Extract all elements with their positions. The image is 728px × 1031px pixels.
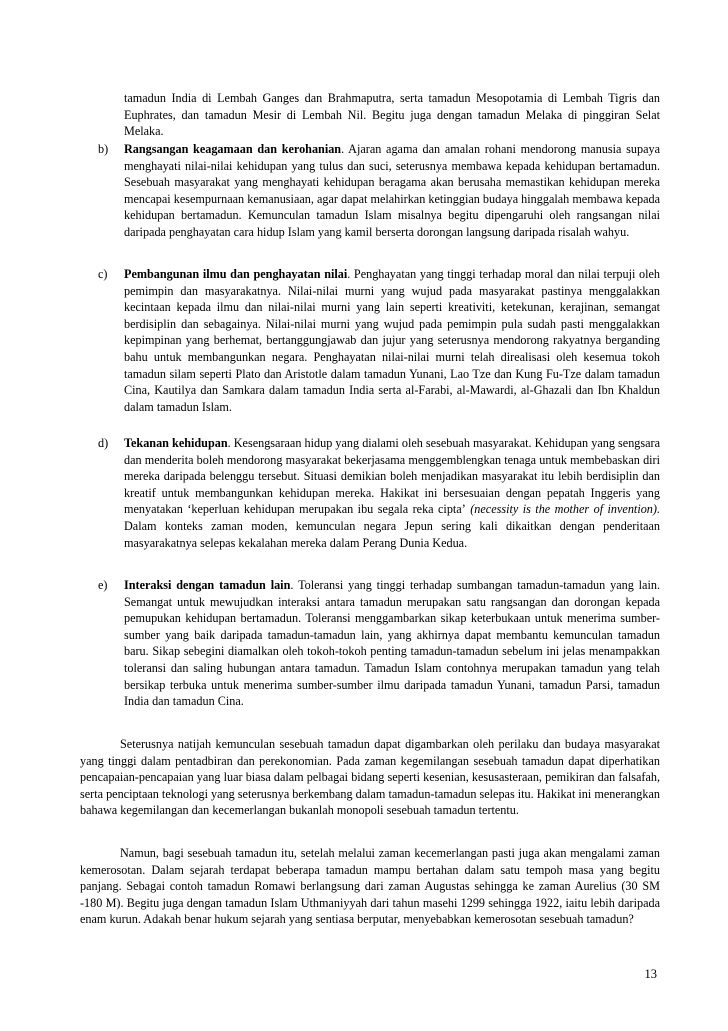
list-marker: e)	[98, 578, 108, 592]
list-item-e	[98, 577, 660, 710]
item-text: . Ajaran agama dan amalan rohani mendorong manusia supaya menghayati nilai-nilai kehidupan yang tulus dan suci, seterusnya membawa kepada kehidupan bertamadun. Sesebuah masyarakat yang menghayati kehidupan beragama akan berusaha memastikan kehidupan mereka mencapai kesempurnaan kemanusiaan, agar dapat melahirkan ketinggian budaya hinggalah membawa kepada kehidupan bertamadun. Kemunculan tamadun Islam misalnya begitu dipengaruhi oleh rangsangan nilai daripada penghayatan cara hidup Islam yang kamil berserta dorongan langsung daripada risalah wahyu.	[124, 142, 660, 239]
list-item-d	[98, 435, 661, 551]
item-italic-quote: (necessity is the mother of invention).	[465, 502, 661, 517]
item-text-continued: Dalam konteks zaman moden, kemunculan negara Jepun sering kali dikaitkan dengan penderitaan masyarakatnya selepas kekalahan mereka dalam Perang Dunia Kedua.	[124, 518, 660, 550]
item-heading: Rangsangan keagamaan dan kerohanian	[124, 142, 342, 156]
list-marker: b)	[98, 142, 109, 156]
item-text: . Penghayatan yang tinggi terhadap moral dan nilai terpuji oleh pemimpin dan masyarakatnya. Nilai-nilai murni yang wujud pada masyarakat pastinya menggalakkan kecintaan kepada ilmu dan nilai-nilai murni yang lain seperti kreativiti, ketekunan, kerajinan, semangat berdisiplin dan sebagainya. Nilai-nilai murni yang wujud pada pemimpin pula sudah pasti menggalakkan kepimpinan yang berhemat, bertanggungjawab dan jujur yang seterusnya mendorong rakyatnya berganding bahu untuk membangunkan negara. Penghayatan nilai-nilai murni telah direalisasi oleh kesemua tokoh tamadun silam seperti Plato dan Aristotle dalam tamadun Yunani, Lao Tze dan Kung Fu-Tze dalam tamadun Cina, Kautilya dan Samkara dalam tamadun India serta al-Farabi, al-Mawardi, al-Ghazali dan Ibn Khaldun dalam tamadun Islam.	[124, 267, 660, 414]
item-heading: Pembangunan ilmu dan penghayatan nilai	[124, 267, 348, 281]
list-item-c	[98, 266, 660, 415]
item-text: . Kesengsaraan hidup yang dialami oleh sesebuah masyarakat. Kehidupan yang sengsara dan menderita boleh mendorong masyarakat bekerjasama menggemblengkan tenaga untuk membebaskan diri mereka daripada belenggu tersebut. Situasi demikian boleh menjadikan masyarakat itu lebih berdisiplin dan kreatif untuk membangunkan kehidupan mereka. Hakikat ini bersesuaian dengan pepatah Inggeris yang menyatakan ‘keperluan kehidupan merupakan ibu segala reka cipta’	[124, 436, 660, 517]
list-marker: c)	[98, 267, 108, 281]
item-heading: Tekanan kehidupan	[124, 436, 228, 450]
item-text: . Toleransi yang tinggi terhadap sumbangan tamadun-tamadun yang lain. Semangat untuk mewujudkan interaksi antara tamadun merupakan satu rangsangan dan dorongan kepada pemupukan kehidupan bertamadun. Toleransi menggambarkan sikap keterbukaan untuk menerima sumber-sumber yang baik daripada tamadun-tamadun lain, yang akhirnya dapat membantu kemunculan tamadun baru. Sikap sebegini diamalkan oleh tokoh-tokoh penting tamadun-tamadun sebelum ini jelas menampakkan toleransi dan saling hubungan antara tamadun. Tamadun Islam contohnya merupakan tamadun yang telah bersikap terbuka untuk menerima sumber-sumber ilmu daripada tamadun Yunani, tamadun Parsi, tamadun India dan tamadun Cina.	[124, 578, 660, 709]
page-number: 13	[644, 967, 657, 981]
continuation-text: tamadun India di Lembah Ganges dan Brahmaputra, serta tamadun Mesopotamia di Lembah Tigris dan Euphrates, dan tamadun Mesir di Lembah Nil. Begitu juga dengan tamadun Melaka di pinggiran Selat Melaka.	[124, 91, 660, 139]
body-paragraph-1: Seterusnya natijah kemunculan sesebuah tamadun dapat digambarkan oleh perilaku dan budaya masyarakat yang tinggi dalam pentadbiran dan perekonomian. Pada zaman kegemilangan sesebuah tamadun dapat diperhatikan pencapaian-pencapaian yang luar biasa dalam pelbagai bidang seperti kesenian, kesusasteraan, pemikiran dan falsafah, serta penciptaan teknologi yang seterusnya berkembang dalam tamadun-tamadun selepas itu. Hakikat ini menerangkan bahawa kegemilangan dan kecemerlangan bukanlah monopoli sesebuah tamadun tertentu.	[80, 737, 660, 818]
body-paragraph-2: Namun, bagi sesebuah tamadun itu, setelah melalui zaman kecemerlangan pasti juga akan mengalami zaman kemerosotan. Dalam sejarah terdapat beberapa tamadun mampu bertahan dalam satu tempoh masa yang begitu panjang. Sebagai contoh tamadun Romawi berlangsung dari zaman Augustas sehingga ke zaman Aurelius (30 SM -180 M). Begitu juga dengan tamadun Islam Uthmaniyyah dari tahun masehi 1299 sehingga 1922, iaitu lebih daripada enam kurun. Adakah benar hukum sejarah yang sentiasa berputar, menyebabkan kemerosotan sesebuah tamadun?	[80, 846, 660, 927]
item-heading: Interaksi dengan tamadun lain	[124, 578, 291, 592]
list-item-b	[98, 141, 660, 241]
list-marker: d)	[98, 436, 109, 450]
